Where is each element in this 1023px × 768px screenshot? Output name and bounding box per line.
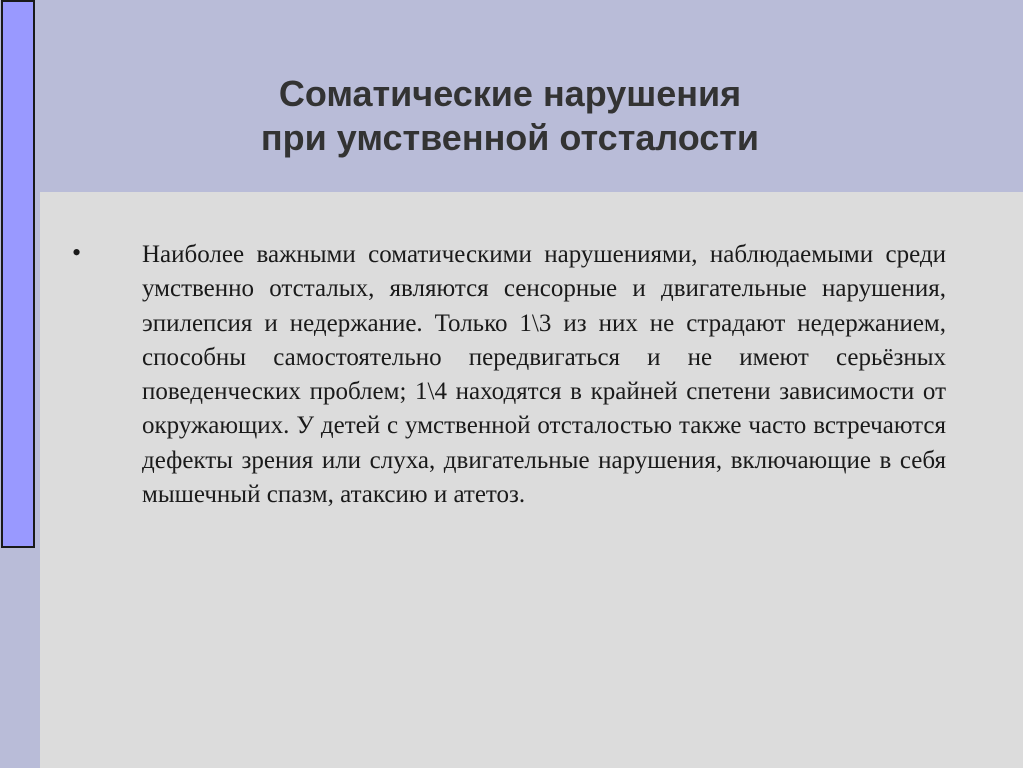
body-paragraph: Наиболее важными соматическими нарушениями, наблюдаемыми среди умственно отсталых, являются сенсорные и двигательные нарушения, эпилепсия и недержание. Только 1\3 из них не страдают недержанием, способны самостоятельно передвигаться и не имеют серьёзных поведенческих проблем; 1\4 находятся в крайней спетени зависимости от окружающих. У детей с умственной отсталостью также часто встречаются дефекты зрения или слуха, двигательные нарушения, включающие в себя мышечный спазм, атаксию и атетоз. (142, 241, 946, 509)
slide-title (160, 72, 860, 160)
title-line-1: Соматические нарушения (278, 73, 742, 114)
accent-bar (1, 0, 35, 548)
bullet-icon: • (72, 238, 82, 267)
title-line-2: при умственной отсталости (260, 117, 760, 158)
